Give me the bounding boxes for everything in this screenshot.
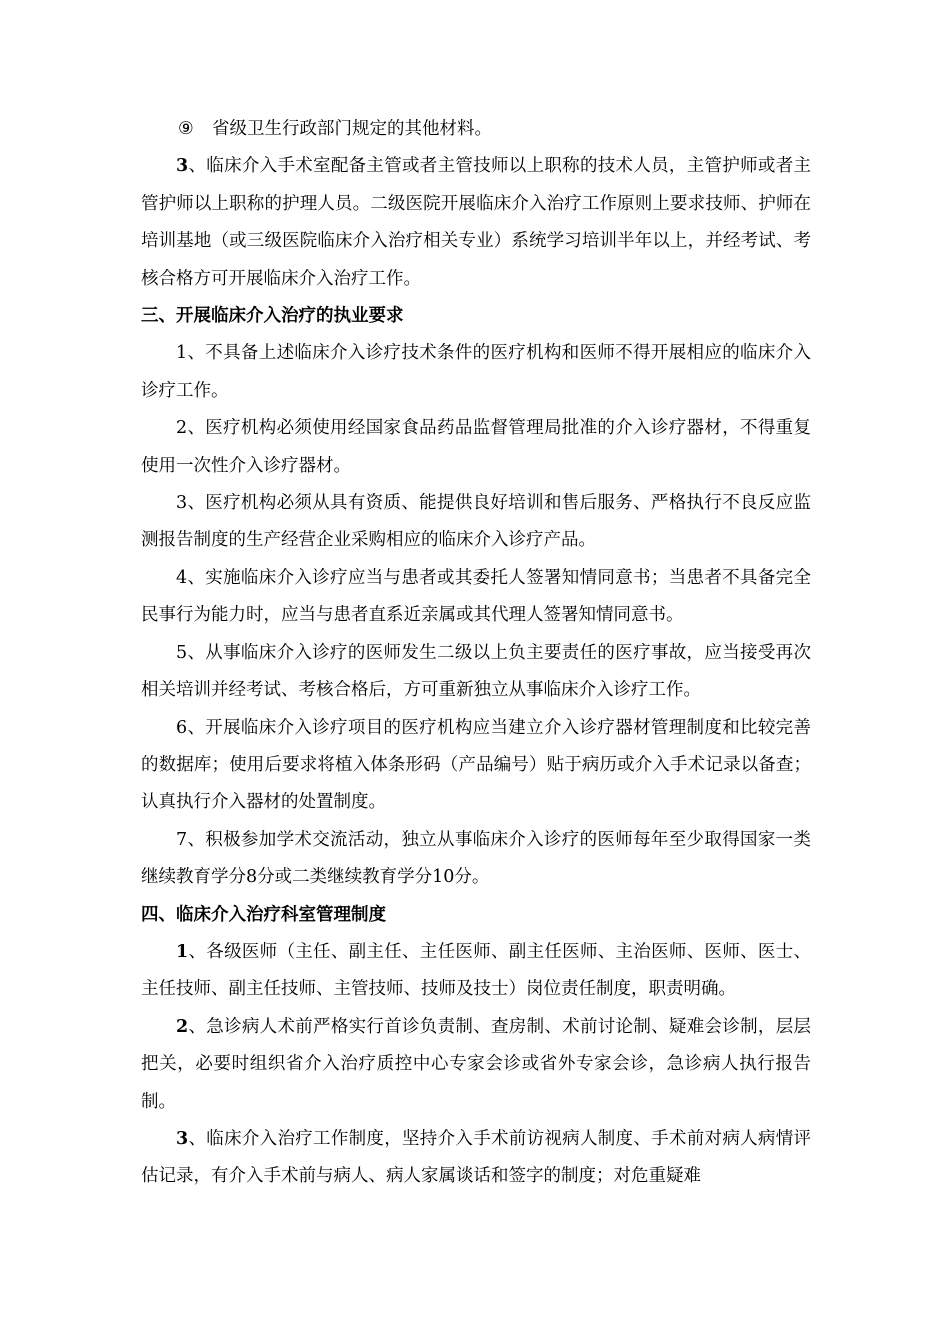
item-number: 3 — [176, 1128, 189, 1149]
section-3-item-2: 2、医疗机构必须使用经国家食品药品监督管理局批准的介入诊疗器材，不得重复使用一次性介入诊疗器材。 — [141, 418, 811, 476]
paragraph-number: 3 — [176, 156, 189, 177]
section-3-heading: 三、开展临床介入治疗的执业要求 — [141, 306, 404, 327]
list-item-9 — [141, 111, 811, 148]
section-4-item-2 — [141, 1009, 811, 1121]
section-3-item-4: 4、实施临床介入诊疗应当与患者或其委托人签署知情同意书；当患者不具备完全民事行为能力时，应当与患者直系近亲属或其代理人签署知情同意书。 — [141, 567, 811, 626]
section-3-item-3: 3、医疗机构必须从具有资质、能提供良好培训和售后服务、严格执行不良反应监测报告制度的生产经营企业采购相应的临床介入诊疗产品。 — [141, 493, 811, 551]
item-number: 2 — [176, 1016, 189, 1037]
item-number: 1 — [176, 941, 189, 962]
section-3-item-6: 6、开展临床介入诊疗项目的医疗机构应当建立介入诊疗器材管理制度和比较完善的数据库；使用后要求将植入体条形码（产品编号）贴于病历或介入手术记录以备查；认真执行介入器材的处置制度。 — [141, 717, 811, 813]
document-body — [141, 111, 811, 1196]
section-3-item-5: 5、从事临床介入诊疗的医师发生二级以上负主要责任的医疗事故，应当接受再次相关培训并经考试、考核合格后，方可重新独立从事临床介入诊疗工作。 — [141, 642, 811, 701]
item-text: 、各级医师（主任、副主任、主任医师、副主任医师、主治医师、医师、医士、主任技师、副主任技师、主管技师、技师及技士）岗位责任制度，职责明确。 — [141, 941, 811, 1000]
section-4-heading: 四、临床介入治疗科室管理制度 — [141, 904, 386, 925]
item-text: 省级卫生行政部门规定的其他材料。 — [212, 119, 492, 139]
item-text: 、临床介入治疗工作制度，坚持介入手术前访视病人制度、手术前对病人病情评估记录，有介入手术前与病人、病人家属谈话和签字的制度；对危重疑难 — [141, 1128, 811, 1187]
item-marker: ⑨ — [178, 119, 194, 139]
section-4-item-1 — [141, 934, 811, 1009]
paragraph-text: 、临床介入手术室配备主管或者主管技师以上职称的技术人员，主管护师或者主管护师以上职称的护理人员。二级医院开展临床介入治疗工作原则上要求技师、护师在培训基地（或三级医院临床介入治疗相关专业）系统学习培训半年以上，并经考试、考核合格方可开展临床介入治疗工作。 — [141, 156, 811, 289]
section-4-item-3 — [141, 1121, 811, 1196]
section-3-item-1: 1、不具备上述临床介入诊疗技术条件的医疗机构和医师不得开展相应的临床介入诊疗工作。 — [141, 343, 811, 401]
paragraph-3 — [141, 148, 811, 298]
section-3-item-7: 7、积极参加学术交流活动，独立从事临床介入诊疗的医师每年至少取得国家一类继续教育学分8分或二类继续教育学分10分。 — [141, 829, 811, 888]
item-text: 、急诊病人术前严格实行首诊负责制、查房制、术前讨论制、疑难会诊制，层层把关，必要时组织省介入治疗质控中心专家会诊或省外专家会诊，急诊病人执行报告制。 — [141, 1016, 811, 1112]
